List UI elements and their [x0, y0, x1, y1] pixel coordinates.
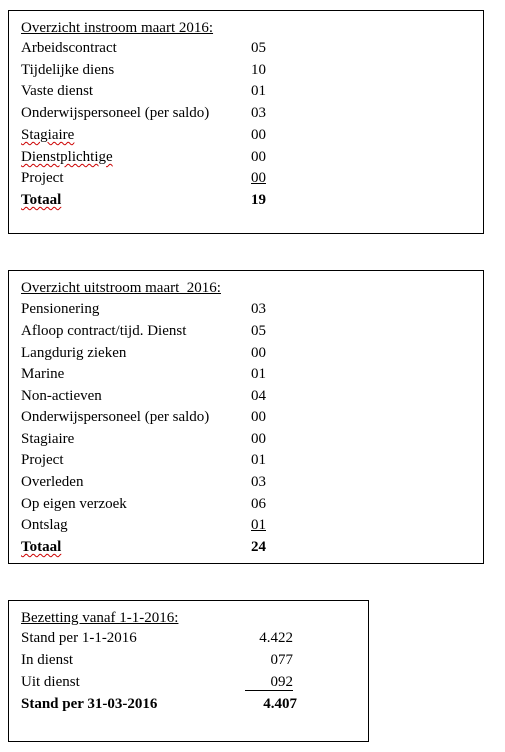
uitstroom-value-langdurig: 00	[251, 345, 266, 361]
uitstroom-value-stagiaire: 00	[251, 431, 266, 447]
instroom-value-dienstplichtige: 00	[251, 149, 266, 165]
instroom-label-onderwijs: Onderwijspersoneel (per saldo)	[21, 105, 210, 121]
uitstroom-label-afloop: Afloop contract/tijd. Dienst	[21, 323, 187, 339]
bezetting-label-in-dienst: In dienst	[21, 652, 74, 668]
uitstroom-value-marine: 01	[251, 366, 266, 382]
instroom-value-stagiaire: 00	[251, 127, 266, 143]
uitstroom-label-pensionering: Pensionering	[21, 301, 100, 317]
bezetting-total-value: 4.407	[263, 696, 297, 712]
instroom-value-vaste: 01	[251, 83, 266, 99]
bezetting-total-label: Stand per 31-03-2016	[21, 696, 158, 712]
uitstroom-label-nonactieven: Non-actieven	[21, 388, 102, 404]
uitstroom-value-onderwijs: 00	[251, 409, 266, 425]
bezetting-label-uit-dienst: Uit dienst	[21, 674, 80, 690]
uitstroom-value-pensionering: 03	[251, 301, 266, 317]
uitstroom-value-afloop: 05	[251, 323, 266, 339]
instroom-label-vaste: Vaste dienst	[21, 83, 94, 99]
bezetting-sum-line	[245, 690, 293, 691]
uitstroom-total-label: Totaal	[21, 539, 62, 555]
uitstroom-label-eigen-verzoek: Op eigen verzoek	[21, 496, 127, 512]
uitstroom-label-stagiaire: Stagiaire	[21, 431, 75, 447]
instroom-total-value: 19	[251, 192, 266, 208]
uitstroom-value-overleden: 03	[251, 474, 266, 490]
uitstroom-label-project: Project	[21, 452, 64, 468]
instroom-label-arbeidscontract: Arbeidscontract	[21, 40, 117, 56]
uitstroom-label-overleden: Overleden	[21, 474, 84, 490]
instroom-box	[8, 10, 484, 234]
uitstroom-value-nonactieven: 04	[251, 388, 266, 404]
instroom-label-stagiaire: Stagiaire	[21, 127, 75, 143]
instroom-value-project: 00	[251, 170, 266, 186]
uitstroom-title: Overzicht uitstroom maart 2016:	[21, 280, 221, 296]
uitstroom-value-eigen-verzoek: 06	[251, 496, 266, 512]
instroom-value-onderwijs: 03	[251, 105, 266, 121]
uitstroom-label-ontslag: Ontslag	[21, 517, 68, 533]
instroom-label-project: Project	[21, 170, 64, 186]
bezetting-title: Bezetting vanaf 1-1-2016:	[21, 610, 179, 626]
uitstroom-box	[8, 270, 484, 564]
instroom-total-label: Totaal	[21, 192, 62, 208]
instroom-title: Overzicht instroom maart 2016:	[21, 20, 214, 36]
uitstroom-label-langdurig: Langdurig zieken	[21, 345, 127, 361]
uitstroom-value-ontslag: 01	[251, 517, 266, 533]
bezetting-value-in-dienst: 077	[270, 652, 293, 668]
uitstroom-value-project: 01	[251, 452, 266, 468]
uitstroom-label-marine: Marine	[21, 366, 65, 382]
instroom-value-tijdelijke: 10	[251, 62, 266, 78]
uitstroom-total-value: 24	[251, 539, 266, 555]
instroom-label-dienstplichtige: Dienstplichtige	[21, 149, 113, 165]
instroom-label-tijdelijke: Tijdelijke diens	[21, 62, 115, 78]
bezetting-value-stand-begin: 4.422	[259, 630, 293, 646]
bezetting-label-stand-begin: Stand per 1-1-2016	[21, 630, 137, 646]
bezetting-value-uit-dienst: 092	[270, 674, 293, 690]
instroom-value-arbeidscontract: 05	[251, 40, 266, 56]
bezetting-box	[8, 600, 369, 742]
uitstroom-label-onderwijs: Onderwijspersoneel (per saldo)	[21, 409, 210, 425]
